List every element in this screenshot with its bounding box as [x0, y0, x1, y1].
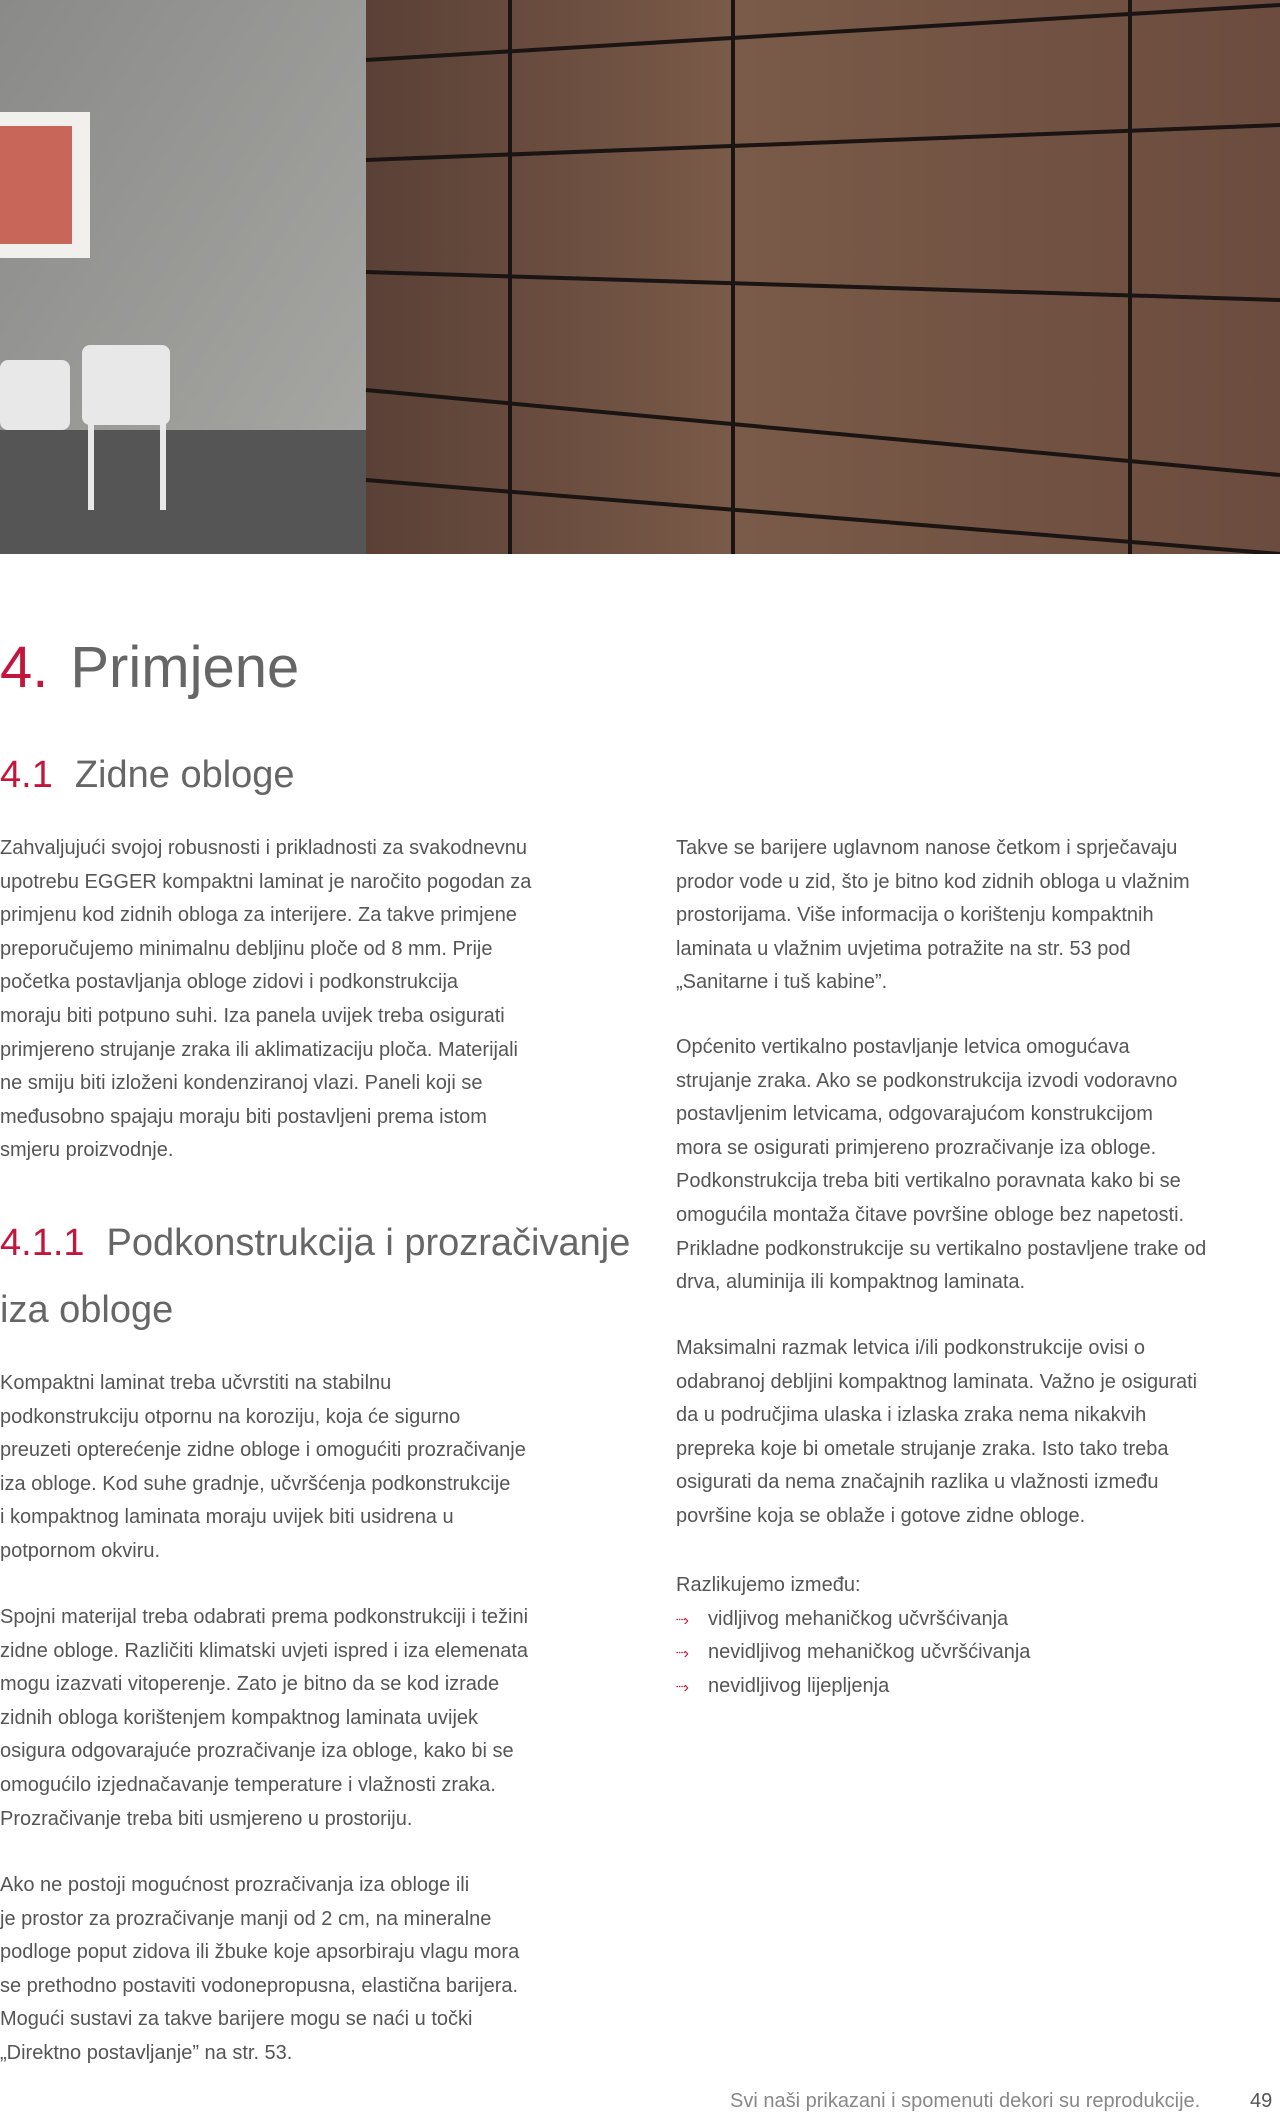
text-line: „Direktno postavljanje” na str. 53.	[0, 2041, 293, 2064]
text-line: Kompaktni laminat treba učvrstiti na stabilnu	[0, 1372, 392, 1394]
dotted-arrow-icon: ┈›	[676, 1611, 687, 1629]
dotted-arrow-icon: ┈›	[676, 1645, 687, 1663]
text-line: podloge poput zidova ili žbuke koje apsorbiraju vlagu mora	[0, 1941, 520, 1964]
text-line: osigurati da nema značajnih razlika u vlažnosti između	[676, 1471, 1159, 1494]
text-line: omogućila montaža čitave površine obloge bez napetosti.	[676, 1203, 1185, 1226]
right-paragraph-2	[676, 1031, 1206, 1300]
list-item-text: nevidljivog lijepljenja	[708, 1674, 890, 1697]
list-item	[676, 1670, 1030, 1704]
section-title: Zidne obloge	[74, 754, 295, 796]
section-number: 4.1.1	[0, 1222, 85, 1264]
list-intro: Razlikujemo između:	[676, 1574, 861, 1596]
text-line: međusobno spajaju moraju biti postavljeni prema istom	[0, 1105, 487, 1128]
text-line: Spojni materijal treba odabrati prema podkonstrukciji i težini	[0, 1606, 529, 1628]
text-line: početka postavljanja obloge zidovi i podkonstrukcija	[0, 971, 459, 994]
text-line: primjenu kod zidnih obloga za interijere. Za takve primjene	[0, 904, 517, 927]
text-line: iza obloge. Kod suhe gradnje, učvršćenja podkonstrukcije	[0, 1472, 511, 1495]
text-line: podkonstrukciju otpornu na koroziju, koja će sigurno	[0, 1405, 461, 1428]
text-line: strujanje zraka. Ako se podkonstrukcija izvodi vodoravno	[676, 1069, 1178, 1092]
text-line: Prikladne podkonstrukcije su vertikalno postavljene trake od	[676, 1237, 1207, 1260]
list-item-text: nevidljivog mehaničkog učvršćivanja	[708, 1641, 1031, 1664]
text-line: je prostor za prozračivanje manji od 2 cm, na mineralne	[0, 1907, 492, 1930]
list-item	[676, 1636, 1030, 1670]
text-line: primjereno strujanje zraka ili aklimatizaciju ploča. Materijali	[0, 1038, 518, 1061]
text-line: omogućilo izjednačavanje temperature i vlažnosti zraka.	[0, 1773, 496, 1796]
text-line: upotrebu EGGER kompaktni laminat je naročito pogodan za	[0, 870, 532, 893]
text-line: odabranoj debljini kompaktnog laminata. Važno je osigurati	[676, 1370, 1198, 1393]
left-paragraph-2	[0, 1367, 526, 1569]
footer-note: Svi naši prikazani i spomenuti dekori su reprodukcije.	[730, 2090, 1201, 2112]
page-number: 49	[1250, 2090, 1273, 2112]
text-line: Takve se barijere uglavnom nanose četkom i sprječavaju	[676, 837, 1178, 859]
text-line: Zahvaljujući svojoj robusnosti i prikladnosti za svakodnevnu	[0, 837, 527, 859]
wall-panels-photo	[0, 0, 1280, 554]
text-line: da u područjima ulaska i izlaska zraka nema nikakvih	[676, 1404, 1147, 1427]
text-line: prepreka koje bi ometale strujanje zraka. Isto tako treba	[676, 1437, 1169, 1460]
text-line: postavljenim letvicama, odgovarajućom konstrukcijom	[676, 1103, 1153, 1126]
text-line: Mogući sustavi za takve barijere mogu se naći u točki	[0, 2008, 473, 2031]
section-title: Podkonstrukcija i prozračivanje	[106, 1222, 631, 1264]
text-line: potpornom okviru.	[0, 1539, 161, 1562]
section-number: 4.1	[0, 754, 53, 796]
text-line: smjeru proizvodnje.	[0, 1139, 174, 1162]
text-line: se prethodno postaviti vodonepropusna, elastična barijera.	[0, 1974, 519, 1997]
text-line: preporučujemo minimalnu debljinu ploče od 8 mm. Prije	[0, 937, 493, 960]
text-line: Podkonstrukcija treba biti vertikalno poravnata kako bi se	[676, 1170, 1181, 1193]
chapter-number: 4.	[0, 635, 49, 700]
text-line: prostorijama. Više informacija o korištenju kompaktnih	[676, 904, 1154, 927]
text-line: moraju biti potpuno suhi. Iza panela uvijek treba osigurati	[0, 1004, 505, 1027]
text-line: preuzeti opterećenje zidne obloge i omogućiti prozračivanje	[0, 1439, 526, 1462]
dotted-arrow-icon: ┈›	[676, 1678, 687, 1696]
text-line: površine koja se oblaže i gotove zidne obloge.	[676, 1504, 1086, 1527]
text-line: Ako ne postoji mogućnost prozračivanja iza obloge ili	[0, 1874, 470, 1896]
right-paragraph-3	[676, 1332, 1197, 1534]
left-paragraph-4	[0, 1869, 519, 2071]
text-line: Maksimalni razmak letvica i/ili podkonstrukcije ovisi o	[676, 1337, 1146, 1359]
right-paragraph-1	[676, 832, 1190, 1000]
text-line: zidne obloge. Različiti klimatski uvjeti ispred i iza elemenata	[0, 1639, 529, 1662]
left-paragraph-3	[0, 1601, 528, 1836]
list-item-text: vidljivog mehaničkog učvršćivanja	[708, 1607, 1009, 1630]
list-item	[676, 1603, 1030, 1637]
chapter-heading	[0, 628, 299, 708]
text-line: zidnih obloga korištenjem kompaktnog laminata uvijek	[0, 1706, 479, 1729]
text-line: drva, aluminija ili kompaktnog laminata.	[676, 1271, 1026, 1294]
left-paragraph-1	[0, 832, 531, 1168]
section-heading-4-1	[0, 742, 295, 809]
text-line: prodor vode u zid, što je bitno kod zidnih obloga u vlažnim	[676, 870, 1190, 893]
chapter-title: Primjene	[70, 635, 300, 700]
section-heading-4-1-1	[0, 1210, 630, 1344]
text-line: laminata u vlažnim uvjetima potražite na str. 53 pod	[676, 937, 1131, 960]
text-line: „Sanitarne i tuš kabine”.	[676, 971, 888, 994]
text-line: mogu izazvati vitoperenje. Zato je bitno da se kod izrade	[0, 1673, 500, 1696]
mounting-types-list	[676, 1569, 1030, 1703]
section-title-cont: iza obloge	[0, 1289, 174, 1331]
text-line: i kompaktnog laminata moraju uvijek biti usidrena u	[0, 1506, 454, 1529]
text-line: Općenito vertikalno postavljanje letvica omogućava	[676, 1036, 1130, 1058]
text-line: Prozračivanje treba biti usmjereno u prostoriju.	[0, 1807, 413, 1830]
text-line: osigura odgovarajuće prozračivanje iza obloge, kako bi se	[0, 1740, 514, 1763]
text-line: ne smiju biti izloženi kondenziranoj vlazi. Paneli koji se	[0, 1072, 483, 1095]
text-line: mora se osigurati primjereno prozračivanje iza obloge.	[676, 1136, 1157, 1159]
